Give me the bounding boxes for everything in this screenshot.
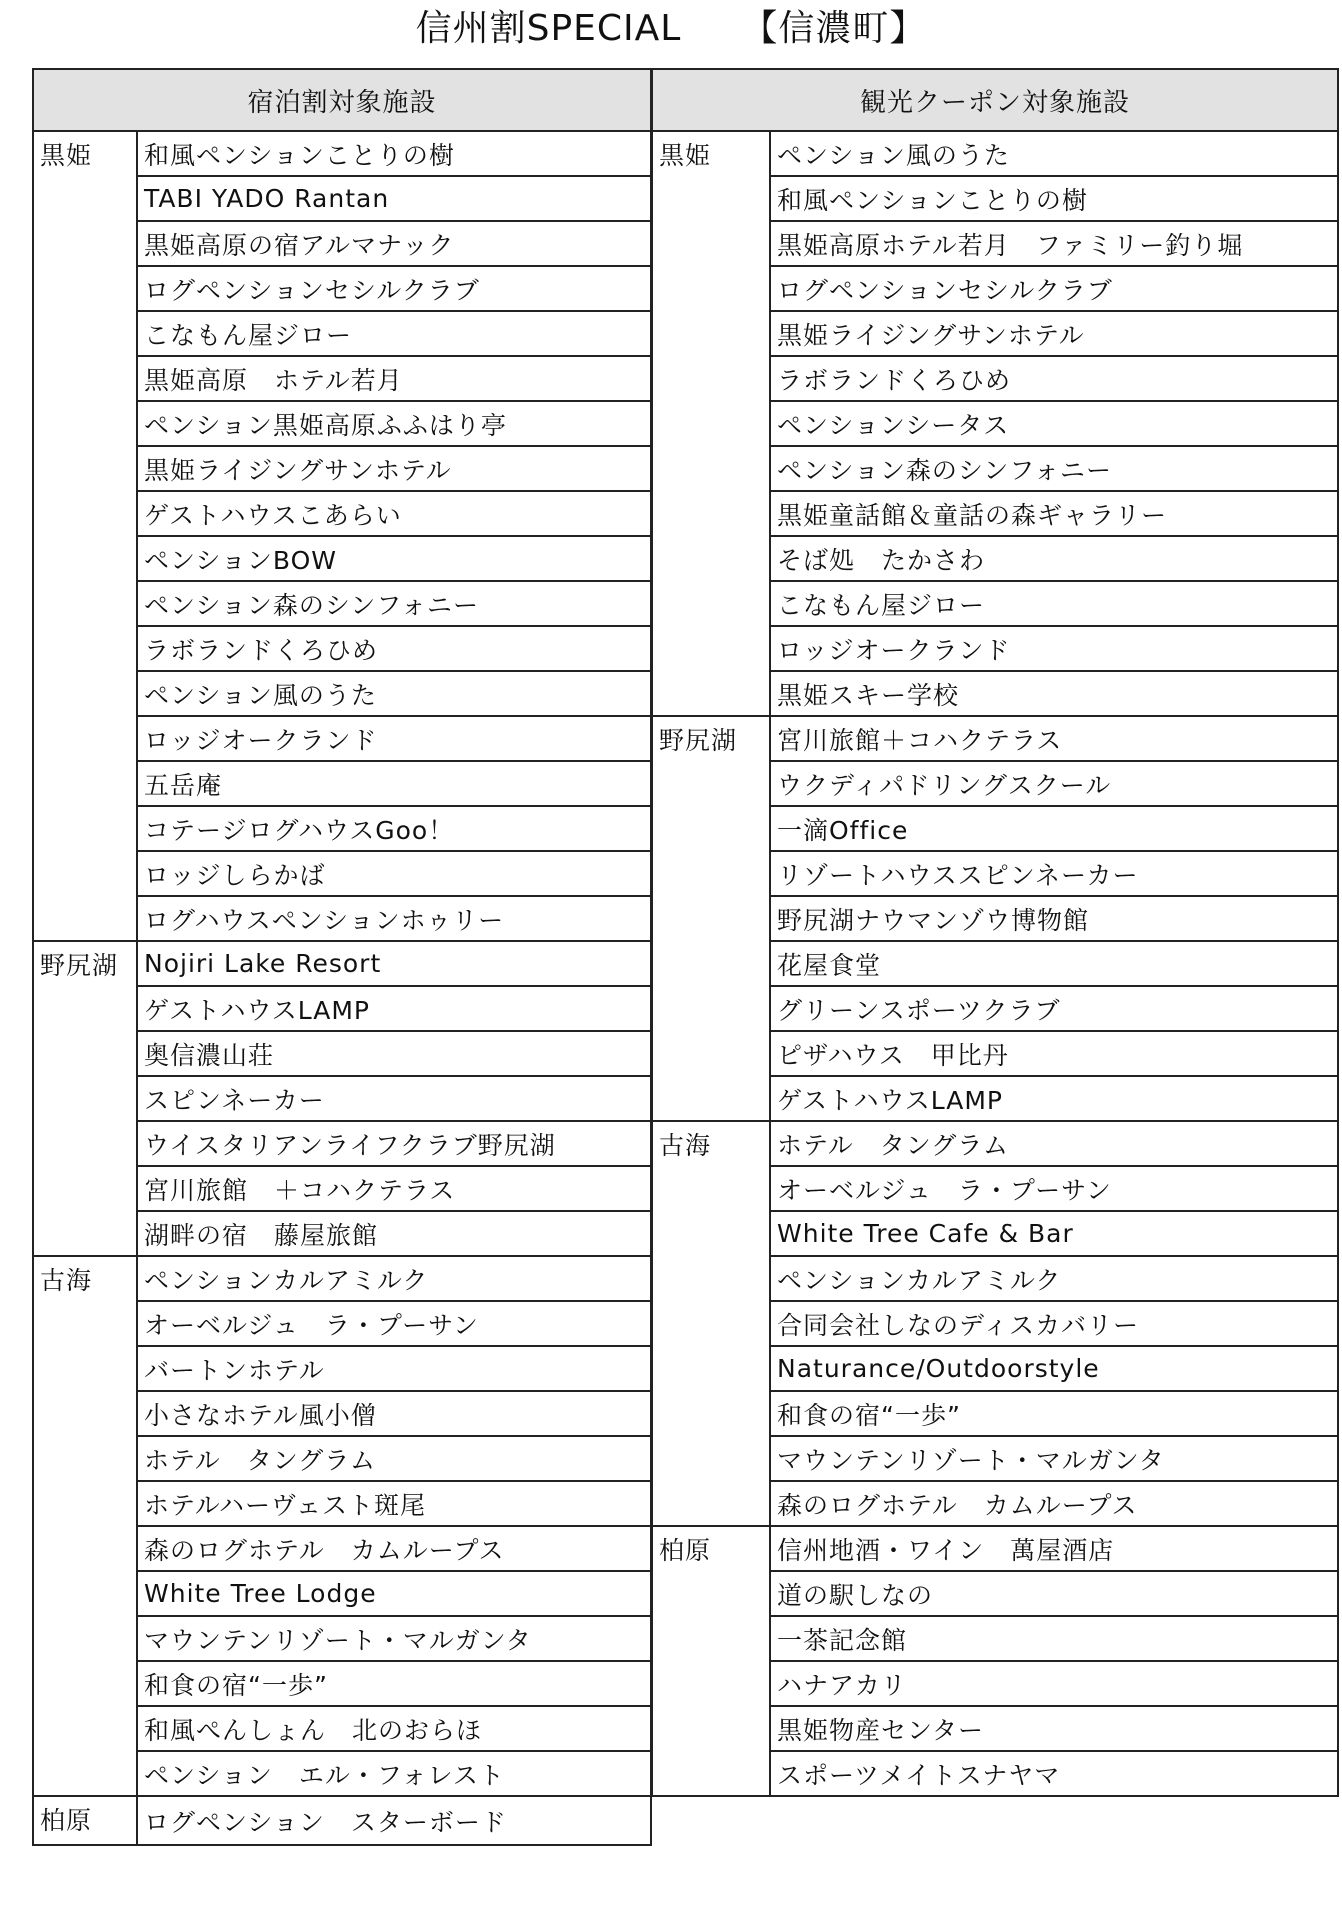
facility-name: ゲストハウスこあらい bbox=[137, 491, 651, 536]
facility-name: 黒姫高原の宿アルマナック bbox=[137, 221, 651, 266]
facility-name: ロッジオークランド bbox=[770, 626, 1338, 671]
facility-name: ペンションBOW bbox=[137, 536, 651, 581]
facility-name: 一滴Office bbox=[770, 806, 1338, 851]
facility-name: ウイスタリアンライフクラブ野尻湖 bbox=[137, 1121, 651, 1166]
facility-name: 合同会社しなのディスカバリー bbox=[770, 1301, 1338, 1346]
title-main: 信州割SPECIAL bbox=[415, 8, 682, 49]
facility-name: グリーンスポーツクラブ bbox=[770, 986, 1338, 1031]
facility-name: 黒姫ライジングサンホテル bbox=[137, 446, 651, 491]
area-label: 黒姫 bbox=[652, 131, 770, 716]
facility-name: ゲストハウスLAMP bbox=[137, 986, 651, 1031]
facility-name: Naturance/Outdoorstyle bbox=[770, 1346, 1338, 1391]
facility-name: そば処 たかさわ bbox=[770, 536, 1338, 581]
area-label: 柏原 bbox=[652, 1526, 770, 1796]
facility-name: こなもん屋ジロー bbox=[137, 311, 651, 356]
table-row bbox=[33, 131, 651, 176]
facility-name: 五岳庵 bbox=[137, 761, 651, 806]
facility-name: 黒姫童話館＆童話の森ギャラリー bbox=[770, 491, 1338, 536]
facility-name: スピンネーカー bbox=[137, 1076, 651, 1121]
facility-name: TABI YADO Rantan bbox=[137, 176, 651, 221]
facility-name: ログペンションセシルクラブ bbox=[770, 266, 1338, 311]
facility-name: こなもん屋ジロー bbox=[770, 581, 1338, 626]
table-row bbox=[652, 131, 1338, 176]
table-row bbox=[652, 716, 1338, 761]
facility-name: ペンション エル・フォレスト bbox=[137, 1751, 651, 1796]
coupon-table bbox=[651, 68, 1339, 1797]
facility-name: コテージログハウスGoo！ bbox=[137, 806, 651, 851]
facility-name: マウンテンリゾート・マルガンタ bbox=[137, 1616, 651, 1661]
table-row bbox=[652, 1526, 1338, 1571]
facility-name: ログペンションセシルクラブ bbox=[137, 266, 651, 311]
area-label: 野尻湖 bbox=[33, 941, 137, 1256]
facility-name: 宮川旅館＋コハクテラス bbox=[770, 716, 1338, 761]
facility-name: 信州地酒・ワイン 萬屋酒店 bbox=[770, 1526, 1338, 1571]
facility-name: ペンション風のうた bbox=[137, 671, 651, 716]
facility-name: バートンホテル bbox=[137, 1346, 651, 1391]
area-label: 柏原 bbox=[33, 1796, 137, 1845]
title-town: 【信濃町】 bbox=[741, 8, 927, 49]
facility-name: 森のログホテル カムループス bbox=[137, 1526, 651, 1571]
facility-name: ロッジしらかば bbox=[137, 851, 651, 896]
facility-name: オーベルジュ ラ・プーサン bbox=[137, 1301, 651, 1346]
lodging-header: 宿泊割対象施設 bbox=[33, 69, 651, 131]
facility-name: 和食の宿“一歩” bbox=[770, 1391, 1338, 1436]
area-label: 黒姫 bbox=[33, 131, 137, 941]
facility-name: 和風ペンションことりの樹 bbox=[137, 131, 651, 176]
facility-name: 湖畔の宿 藤屋旅館 bbox=[137, 1211, 651, 1256]
table-row bbox=[33, 941, 651, 986]
facility-name: ピザハウス 甲比丹 bbox=[770, 1031, 1338, 1076]
facility-name: ペンション風のうた bbox=[770, 131, 1338, 176]
page-title bbox=[0, 4, 1342, 54]
facility-name: Nojiri Lake Resort bbox=[137, 941, 651, 986]
facility-name: 花屋食堂 bbox=[770, 941, 1338, 986]
facility-name: 黒姫物産センター bbox=[770, 1706, 1338, 1751]
facility-name: ハナアカリ bbox=[770, 1661, 1338, 1706]
facility-name: 奥信濃山荘 bbox=[137, 1031, 651, 1076]
facility-name: ホテル タングラム bbox=[770, 1121, 1338, 1166]
facility-name: ペンション森のシンフォニー bbox=[770, 446, 1338, 491]
facility-name: 黒姫高原ホテル若月 ファミリー釣り堀 bbox=[770, 221, 1338, 266]
facility-name: マウンテンリゾート・マルガンタ bbox=[770, 1436, 1338, 1481]
facility-name: 黒姫スキー学校 bbox=[770, 671, 1338, 716]
facility-name: ラボランドくろひめ bbox=[137, 626, 651, 671]
facility-name: 道の駅しなの bbox=[770, 1571, 1338, 1616]
area-label: 野尻湖 bbox=[652, 716, 770, 1121]
area-label: 古海 bbox=[652, 1121, 770, 1526]
facility-name: ゲストハウスLAMP bbox=[770, 1076, 1338, 1121]
facility-name: 和風ぺんしょん 北のおらほ bbox=[137, 1706, 651, 1751]
area-label: 古海 bbox=[33, 1256, 137, 1796]
facility-name: 和食の宿“一歩” bbox=[137, 1661, 651, 1706]
facility-name: White Tree Cafe & Bar bbox=[770, 1211, 1338, 1256]
facility-name: ペンション森のシンフォニー bbox=[137, 581, 651, 626]
facility-name: 宮川旅館 ＋コハクテラス bbox=[137, 1166, 651, 1211]
coupon-header: 観光クーポン対象施設 bbox=[652, 69, 1338, 131]
facility-name: ホテル タングラム bbox=[137, 1436, 651, 1481]
facility-name: ラボランドくろひめ bbox=[770, 356, 1338, 401]
facility-name: ロッジオークランド bbox=[137, 716, 651, 761]
facility-name: ホテルハーヴェスト斑尾 bbox=[137, 1481, 651, 1526]
facility-name: White Tree Lodge bbox=[137, 1571, 651, 1616]
facility-name: ペンション黒姫高原ふふはり亭 bbox=[137, 401, 651, 446]
facility-name: ペンションカルアミルク bbox=[137, 1256, 651, 1301]
table-row bbox=[33, 1796, 651, 1845]
facility-name: 和風ペンションことりの樹 bbox=[770, 176, 1338, 221]
table-row bbox=[33, 1256, 651, 1301]
facility-name: ログペンション スターボード bbox=[137, 1796, 651, 1845]
facility-name: ペンションカルアミルク bbox=[770, 1256, 1338, 1301]
facility-name: 野尻湖ナウマンゾウ博物館 bbox=[770, 896, 1338, 941]
facility-name: リゾートハウススピンネーカー bbox=[770, 851, 1338, 896]
table-row bbox=[652, 1121, 1338, 1166]
facility-name: 黒姫高原 ホテル若月 bbox=[137, 356, 651, 401]
facility-name: 一茶記念館 bbox=[770, 1616, 1338, 1661]
facility-name: 小さなホテル風小僧 bbox=[137, 1391, 651, 1436]
facility-name: オーベルジュ ラ・プーサン bbox=[770, 1166, 1338, 1211]
facility-name: 森のログホテル カムループス bbox=[770, 1481, 1338, 1526]
facility-name: スポーツメイトスナヤマ bbox=[770, 1751, 1338, 1796]
facility-name: ウクディパドリングスクール bbox=[770, 761, 1338, 806]
facility-name: ペンションシータス bbox=[770, 401, 1338, 446]
facility-name: ログハウスペンションホゥリー bbox=[137, 896, 651, 941]
facility-name: 黒姫ライジングサンホテル bbox=[770, 311, 1338, 356]
lodging-table bbox=[32, 68, 652, 1846]
